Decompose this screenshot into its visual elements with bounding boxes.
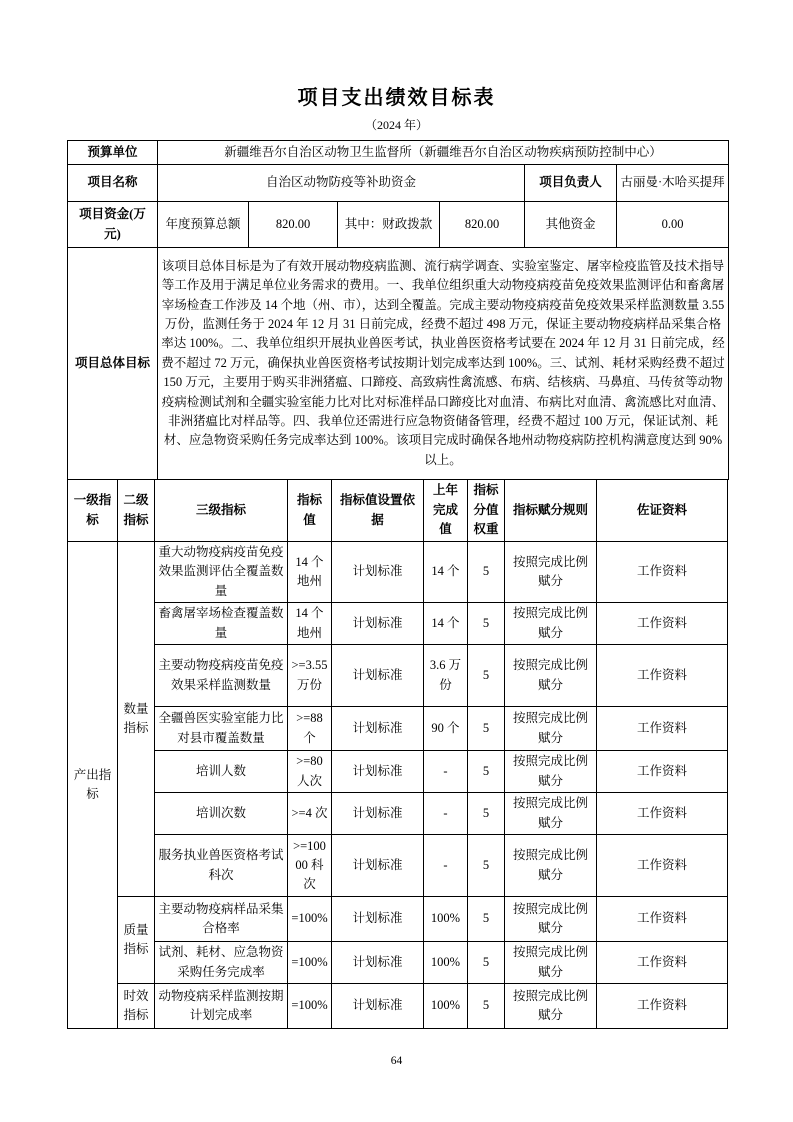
indicator-basis: 计划标准: [332, 983, 424, 1028]
indicator-weight: 5: [468, 835, 505, 897]
indicator-row: [68, 645, 728, 707]
indicator-evidence: 工作资料: [597, 542, 728, 603]
budget-unit-label: 预算单位: [68, 141, 158, 165]
indicator-weight: 5: [468, 983, 505, 1028]
indicator-name: 培训次数: [155, 793, 288, 835]
project-name-label: 项目名称: [68, 165, 158, 202]
indicator-rule: 按照完成比例赋分: [505, 942, 597, 984]
indicator-prev: 14 个: [424, 603, 468, 645]
indicator-weight: 5: [468, 603, 505, 645]
page-subtitle: （2024 年）: [364, 118, 428, 132]
header-level3: 三级指标: [155, 480, 288, 542]
indicator-prev: 3.6 万份: [424, 645, 468, 707]
header-value: 指标值: [288, 480, 332, 542]
indicator-name: 试剂、耗材、应急物资采购任务完成率: [155, 942, 288, 984]
indicator-basis: 计划标准: [332, 603, 424, 645]
indicator-row: [68, 793, 728, 835]
indicator-prev: 14 个: [424, 542, 468, 603]
indicator-evidence: 工作资料: [597, 707, 728, 751]
project-name-value: 自治区动物防疫等补助资金: [158, 165, 525, 202]
indicator-row: [68, 542, 728, 603]
indicator-name: 主要动物疫病样品采集合格率: [155, 897, 288, 942]
indicator-weight: 5: [468, 542, 505, 603]
indicator-rule: 按照完成比例赋分: [505, 897, 597, 942]
indicator-evidence: 工作资料: [597, 603, 728, 645]
header-weight: 指标分值权重: [468, 480, 505, 542]
indicator-value: >=80 人次: [288, 751, 332, 793]
indicator-row: [68, 983, 728, 1028]
header-prev-year: 上年完成值: [424, 480, 468, 542]
indicator-name: 重大动物疫病疫苗免疫效果监测评估全覆盖数量: [155, 542, 288, 603]
budget-unit-row: [68, 141, 729, 165]
budget-unit-value: 新疆维吾尔自治区动物卫生监督所（新疆维吾尔自治区动物疾病预防控制中心）: [158, 141, 729, 165]
indicator-weight: 5: [468, 942, 505, 984]
indicator-row: [68, 707, 728, 751]
indicator-basis: 计划标准: [332, 707, 424, 751]
indicator-weight: 5: [468, 707, 505, 751]
indicator-basis: 计划标准: [332, 897, 424, 942]
header-level1: 一级指标: [68, 480, 118, 542]
indicator-value: =100%: [288, 897, 332, 942]
indicator-prev: 100%: [424, 942, 468, 984]
indicator-rule: 按照完成比例赋分: [505, 793, 597, 835]
indicator-evidence: 工作资料: [597, 942, 728, 984]
indicator-prev: 100%: [424, 897, 468, 942]
indicator-evidence: 工作资料: [597, 983, 728, 1028]
indicator-value: =100%: [288, 983, 332, 1028]
overall-goal-label: 项目总体目标: [68, 248, 158, 480]
indicator-prev: -: [424, 835, 468, 897]
other-funds-value: 0.00: [617, 202, 729, 248]
indicator-basis: 计划标准: [332, 751, 424, 793]
indicator-evidence: 工作资料: [597, 645, 728, 707]
indicator-weight: 5: [468, 645, 505, 707]
indicator-name: 服务执业兽医资格考试科次: [155, 835, 288, 897]
indicator-prev: -: [424, 751, 468, 793]
overall-goal-row: [68, 248, 729, 480]
indicator-evidence: 工作资料: [597, 751, 728, 793]
indicator-basis: 计划标准: [332, 542, 424, 603]
indicators-header-row: [68, 480, 728, 542]
indicator-basis: 计划标准: [332, 835, 424, 897]
indicator-rule: 按照完成比例赋分: [505, 645, 597, 707]
indicator-basis: 计划标准: [332, 793, 424, 835]
indicator-evidence: 工作资料: [597, 793, 728, 835]
indicator-value: >=88 个: [288, 707, 332, 751]
indicator-row: [68, 835, 728, 897]
project-funds-row: [68, 202, 729, 248]
indicator-rule: 按照完成比例赋分: [505, 603, 597, 645]
indicator-row: [68, 897, 728, 942]
indicator-value: >=3.55 万份: [288, 645, 332, 707]
indicator-value: >=10000 科次: [288, 835, 332, 897]
indicator-prev: 90 个: [424, 707, 468, 751]
indicator-name: 动物疫病采样监测按期计划完成率: [155, 983, 288, 1028]
header-evidence: 佐证资料: [597, 480, 728, 542]
indicator-rule: 按照完成比例赋分: [505, 542, 597, 603]
indicator-rule: 按照完成比例赋分: [505, 983, 597, 1028]
fiscal-allocation-value: 820.00: [440, 202, 525, 248]
level1-output-cell: 产出指标: [68, 542, 118, 1029]
indicator-value: =100%: [288, 942, 332, 984]
indicator-value: >=4 次: [288, 793, 332, 835]
other-funds-label: 其他资金: [525, 202, 617, 248]
indicator-prev: 100%: [424, 983, 468, 1028]
overall-goal-text: 该项目总体目标是为了有效开展动物疫病监测、流行病学调查、实验室鉴定、屠宰检疫监管及技术指导等工作及用于满足单位业务需求的费用。一、我单位组织重大动物疫病疫苗免疫效果监测评估和畜禽屠宰场检查工作涉及 14 个地（州、市），达到全覆盖。完成主要动物疫病疫苗免疫效果采样监测数量 3.55 万份，监测任务于 2024 年 12 月 31 日前完成，经费不超过 498 万元，保证主要动物疫病样品采集合格率达 100%。二、我单位组织开展执业兽医考试，执业兽医资格考试要在 2024 年 12 月 31 日前完成，经费不超过 72 万元，确保执业兽医资格考试按期计划完成率达到 100%。三、试剂、耗材采购经费不超过 150 万元，主要用于购买非洲猪瘟、口蹄疫、高致病性禽流感、布病、结核病、马鼻疽、马传贫等动物疫病检测试剂和全疆实验室能力比对比对标准样品口蹄疫比对血清、布病比对血清、禽流感比对血清、非洲猪瘟比对样品等。四、我单位还需进行应急物资储备管理，经费不超过 100 万元，保证试剂、耗材、应急物资采购任务完成率达到 100%。该项目完成时确保各地州动物疫病防控机构满意度达到 90%以上。: [158, 248, 729, 480]
indicator-evidence: 工作资料: [597, 897, 728, 942]
indicator-name: 主要动物疫病疫苗免疫效果采样监测数量: [155, 645, 288, 707]
indicator-row: [68, 603, 728, 645]
indicator-name: 畜禽屠宰场检查覆盖数量: [155, 603, 288, 645]
indicator-weight: 5: [468, 751, 505, 793]
project-funds-label: 项目资金(万元): [68, 202, 158, 248]
indicator-basis: 计划标准: [332, 942, 424, 984]
level2-quantity-cell: 数量指标: [118, 542, 155, 897]
project-name-row: [68, 165, 729, 202]
level2-timeliness-cell: 时效指标: [118, 983, 155, 1028]
project-info-table: [67, 140, 729, 480]
fiscal-allocation-label: 其中：财政拨款: [338, 202, 440, 248]
indicator-rule: 按照完成比例赋分: [505, 835, 597, 897]
indicator-rule: 按照完成比例赋分: [505, 707, 597, 751]
level2-quality-cell: 质量指标: [118, 897, 155, 984]
annual-budget-label: 年度预算总额: [158, 202, 249, 248]
page-title: 项目支出绩效目标表: [297, 87, 496, 109]
indicator-row: [68, 942, 728, 984]
indicator-prev: -: [424, 793, 468, 835]
project-leader-label: 项目负责人: [525, 165, 617, 202]
indicator-value: 14 个地州: [288, 603, 332, 645]
indicators-table: [67, 479, 728, 1029]
indicator-evidence: 工作资料: [597, 835, 728, 897]
project-leader-value: 古丽曼·木哈买提拜: [617, 165, 729, 202]
indicator-weight: 5: [468, 793, 505, 835]
header-rule: 指标赋分规则: [505, 480, 597, 542]
indicator-row: [68, 751, 728, 793]
indicator-rule: 按照完成比例赋分: [505, 751, 597, 793]
page-number: 64: [390, 1054, 403, 1067]
header-basis: 指标值设置依据: [332, 480, 424, 542]
indicator-weight: 5: [468, 897, 505, 942]
indicator-name: 全疆兽医实验室能力比对县市覆盖数量: [155, 707, 288, 751]
header-level2: 二级指标: [118, 480, 155, 542]
annual-budget-value: 820.00: [249, 202, 338, 248]
indicator-name: 培训人数: [155, 751, 288, 793]
indicator-value: 14 个地州: [288, 542, 332, 603]
indicator-basis: 计划标准: [332, 645, 424, 707]
